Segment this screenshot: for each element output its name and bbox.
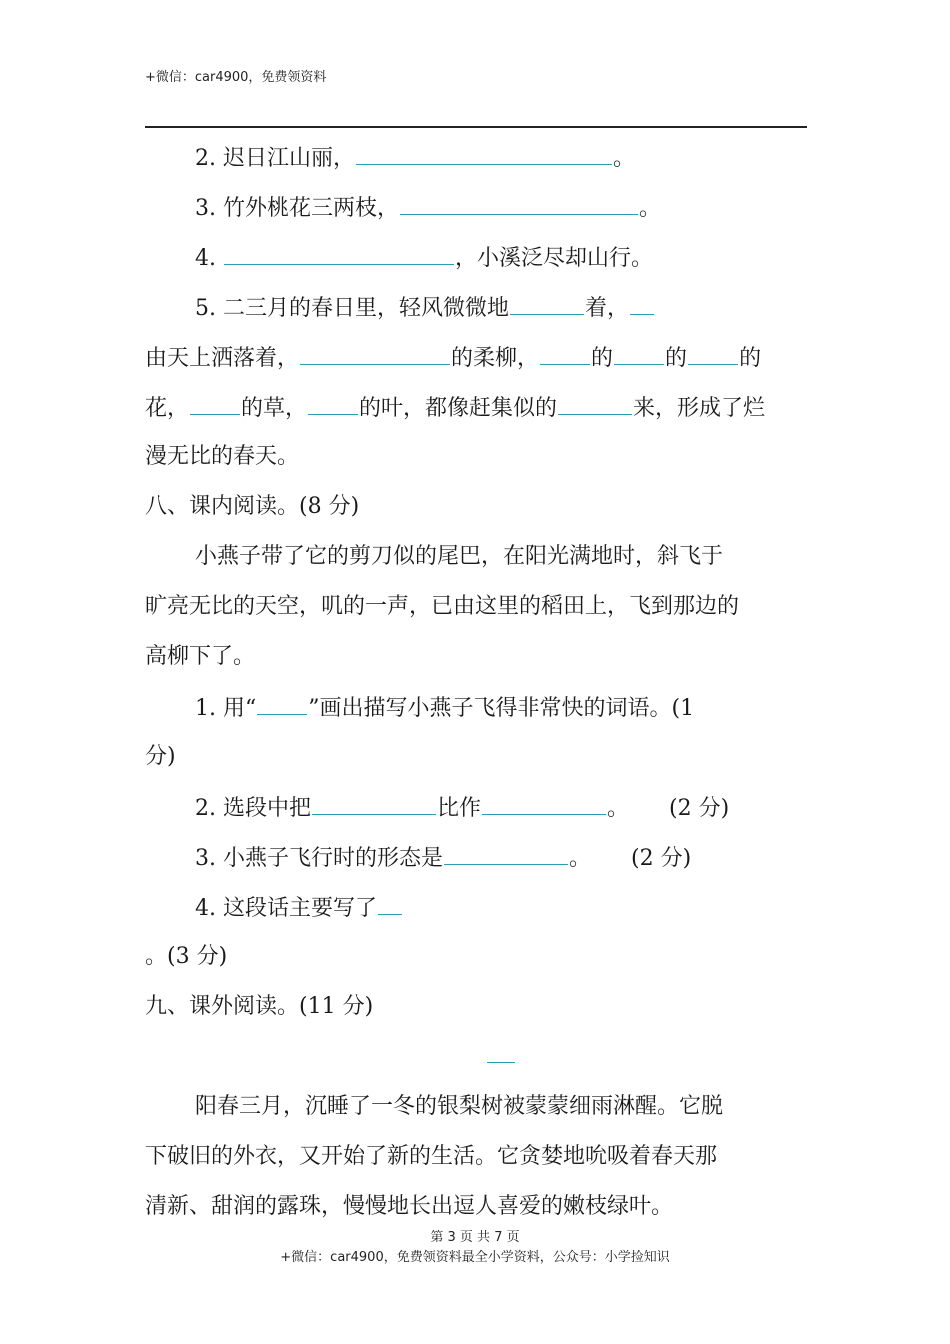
answer-blank[interactable] [558,392,632,415]
text: ”画出描写小燕子飞得非常快的词语。(1 [308,696,695,721]
header-watermark: +微信：car4900，免费领资料 [145,70,327,85]
text: 3. 小燕子飞行时的形态是 [195,846,443,871]
fill-line-5 [145,292,857,324]
answer-blank[interactable] [378,892,402,915]
passage2-line-1: 阳春三月，沉睡了一冬的银梨树被蒙蒙细雨淋醒。它脱 [195,1094,724,1119]
text: 。 [568,846,591,871]
text: 的柔柳， [451,346,540,371]
answer-blank[interactable] [614,342,664,365]
text: 4. 这段话主要写了 [195,896,377,921]
poem-line-3 [145,192,857,224]
text: 。 [638,196,661,221]
score: (2 分) [669,796,730,821]
text: 花， [145,396,190,421]
answer-blank[interactable] [224,242,454,265]
answer-blank[interactable] [510,292,584,315]
question-1 [145,692,857,724]
page-number: 第 3 页 共 7 页 [430,1230,520,1245]
fill-line-5-cont [145,342,807,374]
answer-blank[interactable] [257,692,307,715]
question-1-cont: 分) [145,744,176,769]
text: 1. 用“ [195,696,257,721]
answer-blank[interactable] [300,342,450,365]
answer-blank[interactable] [540,342,590,365]
text: 3. 竹外桃花三两枝， [195,196,399,221]
answer-blank[interactable] [312,792,436,815]
text: 的 [591,346,614,371]
title-blank[interactable] [487,1040,515,1063]
passage2-line-3: 清新、甜润的露珠，慢慢地长出逗人喜爱的嫩枝绿叶。 [145,1194,674,1219]
text: 着， [584,296,629,321]
answer-blank[interactable] [444,842,568,865]
text: 5. 二三月的春日里，轻风微微地 [195,296,509,321]
answer-blank[interactable] [400,192,638,215]
passage-line-2: 旷亮无比的天空，叽的一声，已由这里的稻田上，飞到那边的 [145,594,740,619]
question-4-cont: 。(3 分) [145,944,228,969]
answer-blank[interactable] [688,342,738,365]
answer-blank[interactable] [190,392,240,415]
text: 2. 迟日江山丽， [195,146,355,171]
score: (2 分) [631,846,692,871]
text: 由天上洒落着， [145,346,300,371]
question-2 [145,792,857,824]
poem-line-2 [145,142,857,174]
answer-blank[interactable] [356,142,612,165]
passage-line-1: 小燕子带了它的剪刀似的尾巴，在阳光满地时，斜飞于 [195,544,724,569]
section-9-heading: 九、课外阅读。(11 分) [145,994,374,1019]
answer-blank[interactable] [482,792,606,815]
question-4 [145,892,857,924]
question-3 [145,842,857,874]
text: 比作 [436,796,481,821]
text: 。 [607,796,630,821]
text: ，小溪泛尽却山行。 [454,246,653,271]
section-8-heading: 八、课内阅读。(8 分) [145,494,360,519]
poem-line-4 [145,242,857,274]
passage2-line-2: 下破旧的外衣，又开始了新的生活。它贪婪地吮吸着春天那 [145,1144,718,1169]
answer-blank[interactable] [630,292,654,315]
answer-blank[interactable] [308,392,358,415]
text: 的草， [241,396,308,421]
text: 的 [665,346,688,371]
text: 的叶，都像赶集似的 [359,396,558,421]
passage-line-3: 高柳下了。 [145,644,256,669]
footer-watermark: +微信：car4900，免费领资料最全小学资料，公众号：小学捡知识 [280,1250,670,1265]
fill-line-5-cont2 [145,392,807,424]
text: 2. 选段中把 [195,796,311,821]
text: 。 [612,146,635,171]
text: 4. [195,246,223,271]
text: 来，形成了烂 [633,396,766,421]
header-divider [145,126,807,128]
text: 的 [739,346,762,371]
fill-line-5-end: 漫无比的春天。 [145,444,300,469]
